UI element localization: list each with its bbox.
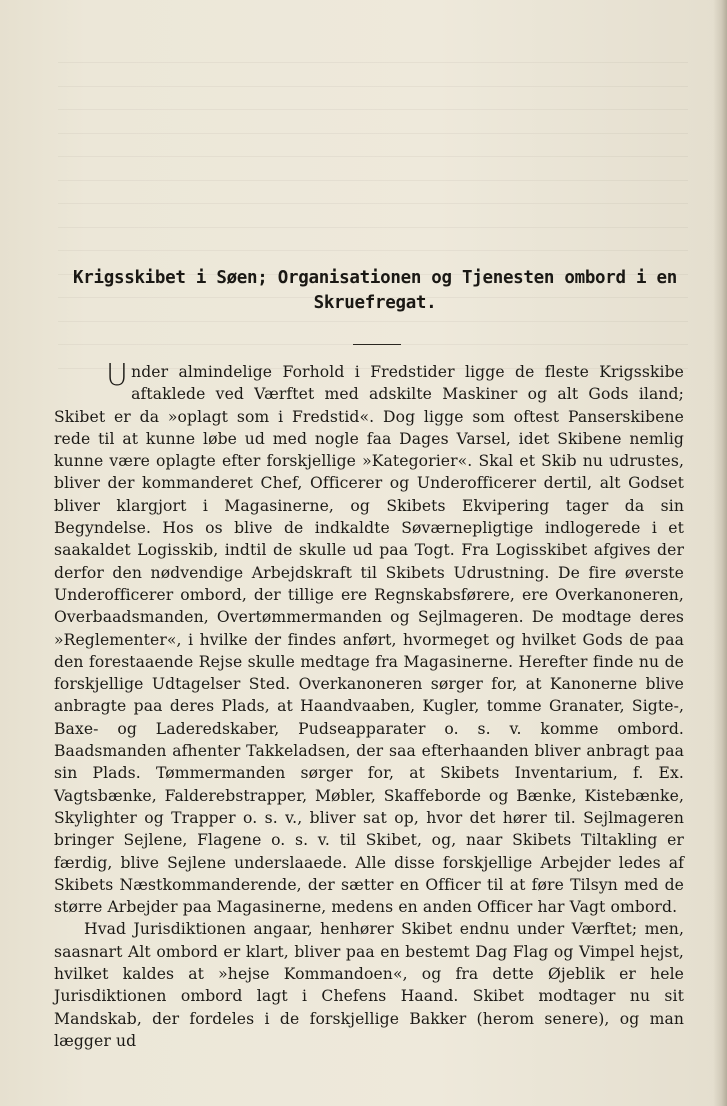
chapter-title: Krigsskibet i Søen; Organisationen og Tjenesten ombord i en Skruefregat. xyxy=(73,268,677,313)
paragraph-1 xyxy=(54,358,684,918)
title-divider xyxy=(353,344,401,345)
page-edge-shadow xyxy=(713,0,727,1106)
paragraph-2 xyxy=(54,918,684,1052)
drop-cap: U xyxy=(106,358,129,393)
paragraph-2-text: Hvad Jurisdiktionen angaar, henhører Skibet endnu under Værftet; men, saasnart Alt ombord er klart, bliver paa en bestemt Dag Flag og Vimpel hejst, hvilket kaldes at »hejse Kommandoen«, og fra dette Øjeblik er hele Jurisdiktionen ombord lagt i Chefens Haand. Skibet modtager nu sit Mandskab, der fordeles i de forskjellige Bakker (herom senere), og man lægger ud xyxy=(54,920,684,1050)
paragraph-1-text: nder almindelige Forhold i Fredstider ligge de fleste Krigsskibe aftaklede ved Værftet med adskilte Maskiner og alt Gods iland; Skibet er da »oplagt som i Fredstid«. Dog ligge som oftest Panserskibene rede til at kunne løbe ud med nogle faa Dages Varsel, idet Skibene nemlig kunne være oplagte efter forskjellige »Kategorier«. Skal et Skib nu udrustes, bliver der kommanderet Chef, Officerer og Underofficerer dertil, alt Godset bliver klargjort i Magasinerne, og Skibets Ekvipering tager da sin Begyndelse. Hos os blive de indkaldte Søværnepligtige indlogerede i et saakaldet Logisskib, indtil de skulle ud paa Togt. Fra Logisskibet afgives der derfor den nødvendige Arbejdskraft til Skibets Udrustning. De fire øverste Underofficerer ombord, der tillige ere Regnskabsførere, ere Overkanoneren, Overbaadsmanden, Overtømmermanden og Sejlmageren. De modtage deres »Reglementer«, i hvilke der findes anført, hvormeget og hvilket Gods de paa den forestaaende Rejse skulle medtage fra Magasinerne. Herefter finde nu de forskjellige Udtagelser Sted. Overkanoneren sørger for, at Kanonerne blive anbragte paa deres Plads, at Haandvaaben, Kugler, tomme Granater, Sigte-, Baxe- og Laderedskaber, Pudseapparater o. s. v. komme ombord. Baadsmanden afhenter Takkeladsen, der saa efterhaanden bliver anbragt paa sin Plads. Tømmermanden sørger for, at Skibets Inventarium, f. Ex. Vagtsbænke, Falderebstrapper, Møbler, Skaffeborde og Bænke, Kistebænke, Skylighter og Trapper o. s. v., bliver sat op, hvor det hører til. Sejlmageren bringer Sejlene, Flagene o. s. v. til Skibet, og, naar Skibets Tiltakling er færdig, blive Sejlene underslaaede. Alle disse forskjellige Arbejder ledes af Skibets Næstkommanderende, der sætter en Officer til at føre Tilsyn med de større Arbejder paa Magasinerne, medens en anden Officer har Vagt ombord. xyxy=(54,363,684,917)
show-through-text xyxy=(58,40,688,380)
body-text xyxy=(54,358,684,1052)
